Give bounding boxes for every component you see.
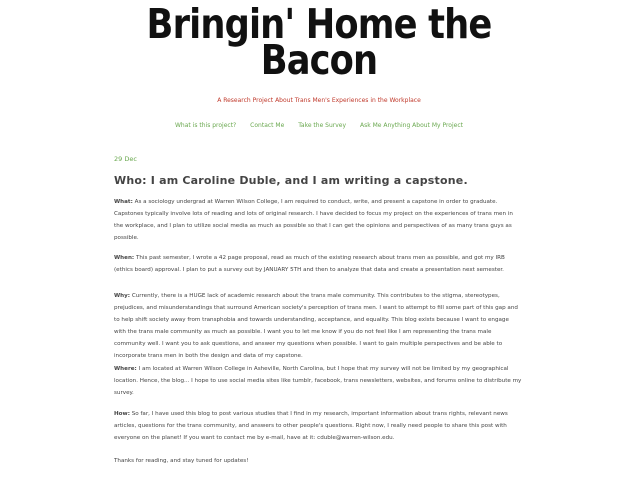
nav-item-take-the-survey[interactable]: Take the Survey [298, 122, 347, 129]
nav-item-what-is-this-project[interactable]: What is this project? [175, 122, 237, 129]
nav-item-contact-me[interactable]: Contact Me [250, 122, 285, 129]
paragraph-lead: What: [114, 199, 133, 205]
paragraph-text: As a sociology undergrad at Warren Wilson College, I am required to conduct, write, and present a capstone in order to graduate. Capstones typically involve lots of reading and lots of original research. I have decided to focus my project on the experiences of trans men in the workplace, and I plan to utilize social media as much as possible so that I can get the opinions and perspectives of as many trans guys as possible. [114, 199, 513, 241]
paragraph-text: So far, I have used this blog to post various studies that I find in my research, important information about trans rights, relevant news articles, questions for the trans community, and answers to other people's questions. Right now, I really need people to share this post with everyone on the planet! If you want to contact me by e-mail, have at it: cduble@warren-wilson.edu. [114, 411, 508, 441]
post-paragraph-when [114, 252, 522, 276]
paragraph-lead: How: [114, 411, 130, 417]
blog-title-line1: Bringin' Home the [146, 0, 492, 48]
post-paragraph-why [114, 290, 522, 362]
post-title[interactable]: Who: I am Caroline Duble, and I am writing a capstone. [114, 174, 468, 187]
post-paragraph-where [114, 363, 522, 399]
paragraph-lead: Where: [114, 366, 137, 372]
paragraph-text: I am located at Warren Wilson College in Asheville, North Carolina, but I hope that my survey will not be limited by my geographical location. Hence, the blog... I hope to use social media sites like tumblr, facebook, trans newsletters, websites, and forums online to distribute my survey. [114, 366, 522, 396]
nav-item-ask-me-anything[interactable]: Ask Me Anything About My Project [359, 122, 463, 129]
paragraph-text: Thanks for reading, and stay tuned for updates! [114, 458, 249, 464]
post-paragraph-what [114, 196, 522, 244]
paragraph-text: This past semester, I wrote a 42 page proposal, read as much of the existing research about trans men as possible, and got my IRB (ethics board) approval. I plan to put a survey out by JANUARY 5TH and then to analyze that data and create a presentation next semester. [114, 255, 505, 273]
nav-bar [0, 122, 638, 129]
paragraph-text: Currently, there is a HUGE lack of academic research about the trans male community. This contributes to the stigma, stereotypes, prejudices, and misunderstandings that surround American society's perception of trans men. I want to attempt to fill some part of this gap and to help shift society away from transphobia and towards understanding, acceptance, and equality. This blog exists because I want to engage with the trans male community as much as possible. I want you to let me know if you do not feel like I am representing the trans male community well. I want you to ask questions, and answer my questions when possible. I want to gain multiple perspectives and be able to incorporate trans men in both the design and data of my capstone. [114, 293, 518, 359]
post-paragraph-how [114, 408, 522, 444]
blog-tagline: A Research Project About Trans Men's Experiences in the Workplace [217, 97, 421, 104]
blog-title[interactable] [45, 0, 594, 84]
post-date: 29 Dec [114, 155, 137, 163]
blog-title-line2: Bacon [260, 36, 378, 84]
paragraph-lead: Why: [114, 293, 131, 299]
paragraph-lead: When: [114, 255, 135, 261]
post-paragraph-closing [114, 455, 522, 467]
